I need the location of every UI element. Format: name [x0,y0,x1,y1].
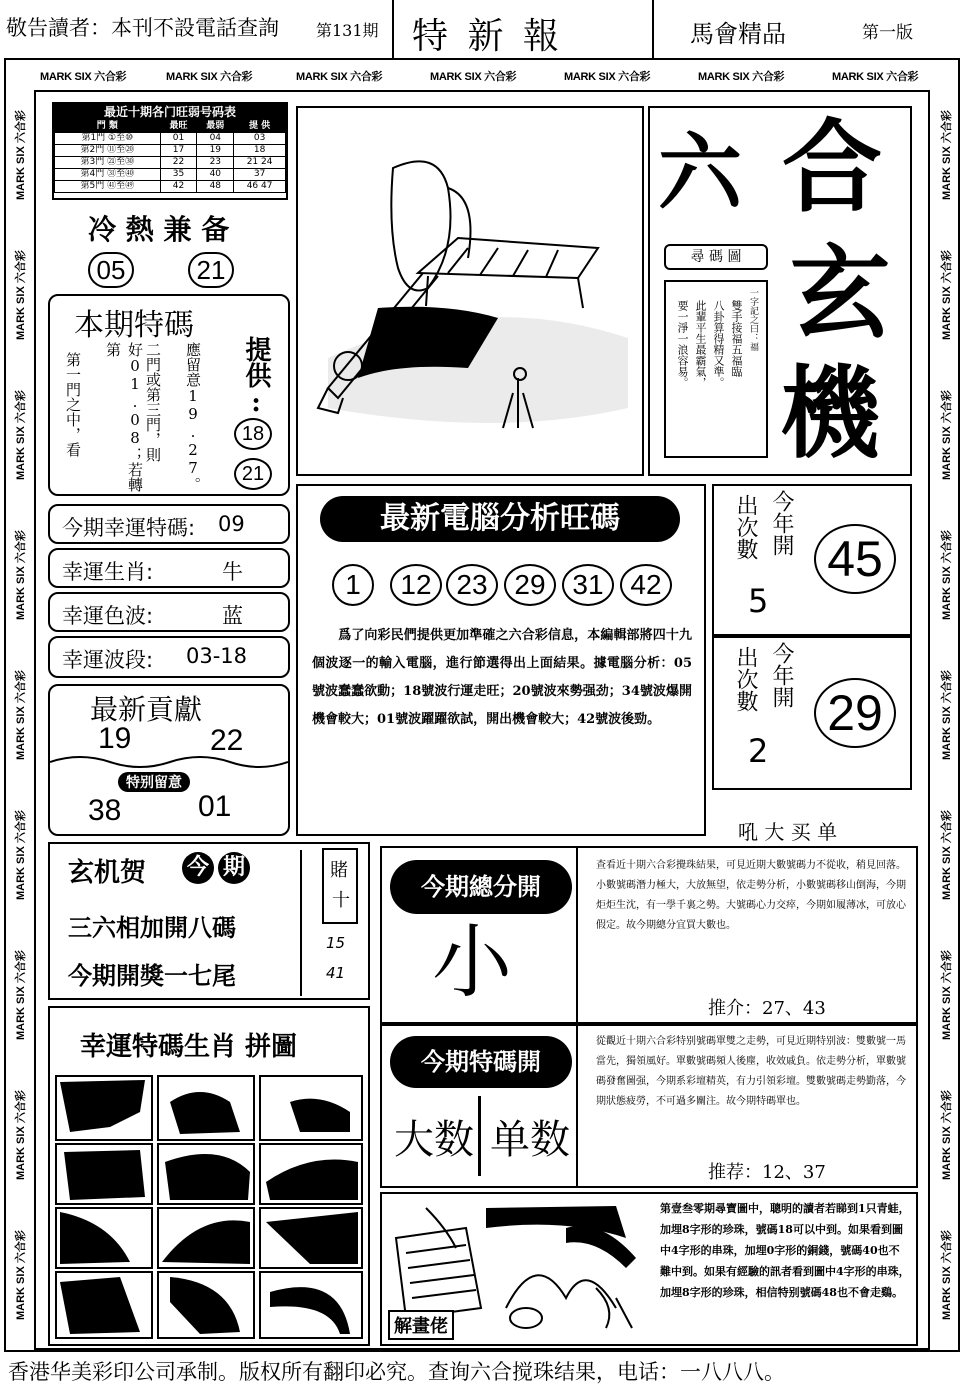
riddle-label: 解畫佬 [388,1310,454,1340]
brand-strip-top-5: MARK SIX 六合彩 [564,71,651,83]
brand-strip-left-6: MARK SIX 六合彩 [15,810,27,900]
year-stat-2-ball: 29 [814,678,896,748]
lead-header-cell: 最弱 [197,121,234,133]
lucky-range-value: 03-18 [186,644,248,668]
total-big: 小 [432,916,512,1009]
table-row [55,133,286,145]
lead-cell: 22 [160,157,197,169]
computer-box [296,484,706,836]
computer-ball-5: 31 [562,564,614,606]
brand-strip-top-2: MARK SIX 六合彩 [166,71,253,83]
xuanji-side-label: 賭 [330,860,348,881]
special-box [48,294,290,496]
special-open-pill: 今期特碼開 [390,1036,572,1088]
illustration-box [296,106,644,476]
scroll-col-2: 八卦算得精又準。 [712,300,725,388]
lead-cell: 19 [197,145,234,157]
year-stat-1 [712,484,912,636]
contribution-n4: 01 [198,790,232,823]
brand-strip-right-6: MARK SIX 六合彩 [941,810,953,900]
brand-strip-top-4: MARK SIX 六合彩 [430,71,517,83]
lead-cell: 21 24 [234,157,286,169]
xuanji-divider [300,850,302,996]
lead-cell: 第5門 ㊶至㊾ [55,181,161,193]
lead-table-title: 最近十期各门旺弱号码表 [54,104,286,120]
scroll-panel [664,280,768,458]
brand-char-3: 玄 [790,234,890,352]
cold-hot-title: 冷 熱 兼 备 [88,213,230,246]
scroll-col-4: 要一淨一浪容易。 [676,300,689,388]
brand-block [648,106,912,476]
year-stat-1-label-a: 出次數 [733,494,758,560]
table-row [55,145,286,157]
special-open-divider [576,1026,578,1186]
computer-ball-4: 29 [504,564,556,606]
contribution-n2: 22 [210,724,244,757]
lucky-special-value: 09 [218,512,245,536]
brand-strip-top-7: MARK SIX 六合彩 [832,71,919,83]
lucky-special-row [48,504,290,544]
year-stat-1-label-b: 今年開 [769,490,794,556]
total-corner: 吼 大 买 单 [738,820,838,844]
brand-strip-left-8: MARK SIX 六合彩 [15,1090,27,1180]
cold-hot-ball-2: 21 [188,252,234,288]
total-text: 查看近十期六合彩攪珠結果，可見近期大數號碼力不從收，稍見回落。小數號碼潛力極大，大放無望，依走勢分析，小數號碼移山倒海，今期炬炬生沈，有一學千裏之勢。大號碼心力交瘁，今期如履薄冰，可放心假定。故今期總分宜買大數也。 [596,860,906,931]
contribution-note: 特别留意 [118,772,190,792]
lead-cell: 17 [160,145,197,157]
lead-cell: 23 [197,157,234,169]
lead-table-box [52,102,288,200]
year-stat-2 [712,636,912,790]
xuanji-line-1: 三六相加開八碼 [68,913,236,942]
brand-char-2: 合 [782,108,882,226]
lead-cell: 第4門 ㉛至㊵ [55,169,161,181]
lead-header-cell: 提 供 [234,121,286,133]
brand-strip-top-3: MARK SIX 六合彩 [296,71,383,83]
total-box [380,846,918,1024]
brand-char-4: 機 [780,354,880,472]
lucky-zodiac-label: 幸運生肖: [62,560,154,584]
total-recommend: 推介：27、43 [708,998,826,1019]
brand-strip-left-1: MARK SIX 六合彩 [15,110,27,200]
contribution-n3: 38 [88,794,122,827]
special-ball-2: 21 [234,458,272,490]
computer-ball-2: 12 [390,564,442,606]
table-row [55,157,286,169]
special-col-1: 應留意19.27。 [184,342,202,492]
notice: 敬告讀者：本刊不設電話查詢 [6,16,279,40]
special-open-text: 從觀近十期六合彩特别號碼單雙之走勢，可見近期特别波：雙數號一馬當先，獨領風好。單數號碼頻人後塵，收效戚負。依走勢分析，單數號碼發奮圖强，今期系彩壇精英，有力引領彩壇。雙數號碼走勢勤落，今期狀態疲勞，不可過多關注。故今期特碼單也。 [596,1036,906,1107]
computer-title: 最新電腦分析旺碼 [320,496,680,542]
special-open-recommend: 推荐：12、37 [708,1162,826,1183]
lucky-range-label: 幸運波段: [62,648,154,672]
table-row [55,181,286,193]
year-stat-2-count: 2 [748,732,769,770]
lucky-color-value: 蓝 [222,604,243,628]
brand-strip-left-7: MARK SIX 六合彩 [15,950,27,1040]
footer: 香港华美彩印公司承制。版权所有翻印必究。查询六合搅珠结果，电话：一八八八。 [8,1360,785,1384]
year-stat-2-label-b: 今年開 [769,642,794,708]
lucky-zodiac-value: 牛 [222,560,243,584]
computer-ball-3: 23 [446,564,498,606]
wave-divider [50,752,288,772]
lucky-color-label: 幸運色波: [62,604,154,628]
lead-table [54,120,286,193]
lead-cell: 第1門 ①至⑩ [55,133,161,145]
xuanji-tag-1: 今 [182,852,214,884]
brand-strip-left-2: MARK SIX 六合彩 [15,250,27,340]
year-stat-1-count: 5 [748,582,769,620]
brand-strip-right-5: MARK SIX 六合彩 [941,670,953,760]
brand-strip-right-4: MARK SIX 六合彩 [941,530,953,620]
year-stat-1-ball: 45 [814,524,896,594]
lead-cell: 03 [234,133,286,145]
lead-header-cell: 最旺 [160,121,197,133]
squirrel-illustration [298,108,642,474]
riddle-text: 第壹叁零期尋寶圖中，聰明的讀者若睇到1只青蛙，加埋8字形的珍珠，號碼18可以中到。如果看到圖中4字形的串珠，加埋0字形的銅錢，號碼40也不難中到。如果有經驗的訊者看到圖中4字形的串珠，加埋8字形的珍珠，相信特别號碼48也不會走鷄。 [660,1202,910,1299]
issue-number: 第131期 [316,21,379,40]
edition: 第一版 [862,23,913,43]
lead-cell: 37 [234,169,286,181]
xuanji-title: 玄机贺 [68,858,147,888]
xuanji-tag-2: 期 [218,852,250,884]
lead-cell: 01 [160,133,197,145]
brand-strip-right-8: MARK SIX 六合彩 [941,1090,953,1180]
scroll-col-1: 雙手接福五福臨 [730,300,743,377]
page-title: 特 新 報 [412,16,563,57]
special-col-4: 第一門之中，看 [64,352,82,457]
cold-hot-ball-1: 05 [88,252,134,288]
brand-strip-right-7: MARK SIX 六合彩 [941,950,953,1040]
brand-strip-right-2: MARK SIX 六合彩 [941,250,953,340]
table-row [55,169,286,181]
xuanji-side-n1: 15 [326,934,346,952]
special-open-big-1: 大数 [394,1117,474,1163]
brand-char-1: 六 [658,123,743,222]
special-open-mid-line [478,1096,481,1176]
lead-header-cell: 門 類 [55,121,161,133]
brand-strip-left-5: MARK SIX 六合彩 [15,670,27,760]
year-stat-2-label-a: 出次數 [733,646,758,712]
lead-cell: 18 [234,145,286,157]
lead-cell: 40 [197,169,234,181]
scroll-head: 一字記之曰：福 [748,288,758,351]
puzzle-box [48,1006,370,1346]
special-open-box [380,1024,918,1188]
special-col-2: 二門或第三門，則 [144,342,162,462]
xuanji-side-plus: 十 [332,890,350,911]
lead-cell: 第3門 ㉑至㉚ [55,157,161,169]
lead-cell: 42 [160,181,197,193]
lead-cell: 04 [197,133,234,145]
brand-strip-top-6: MARK SIX 六合彩 [698,71,785,83]
brand-strip-left-3: MARK SIX 六合彩 [15,390,27,480]
lead-cell: 46 47 [234,181,286,193]
brand-strip-left-9: MARK SIX 六合彩 [15,1230,27,1320]
special-provide: 提供: [241,336,271,418]
header-bar [0,0,964,60]
contribution-n1: 19 [98,722,132,755]
title-frame [392,0,654,58]
brand-strip-left-4: MARK SIX 六合彩 [15,530,27,620]
xuanji-line-2: 今期開獎一七尾 [68,961,236,990]
brand-strip-right-1: MARK SIX 六合彩 [941,110,953,200]
brand-strip-right-9: MARK SIX 六合彩 [941,1230,953,1320]
special-ball-1: 18 [234,418,272,450]
puzzle-title: 幸運特碼生肖 拼圖 [80,1032,298,1062]
lucky-zodiac-row [48,548,290,588]
puzzle-grid [50,1072,368,1344]
scroll-col-3: 此輩平生最霸氣， [694,300,707,388]
lead-cell: 第2門 ⑪至⑳ [55,145,161,157]
computer-ball-1: 1 [332,564,374,606]
xuanji-side-n2: 41 [326,964,346,982]
brand-strip-top-1: MARK SIX 六合彩 [40,71,127,83]
lead-cell: 48 [197,181,234,193]
total-divider [576,848,578,1022]
special-open-big-2: 单数 [490,1117,570,1163]
computer-text: 爲了向彩民們提供更加準確之六合彩信息，本編輯部將四十九個波逐一的輸入電腦，進行節選得出上面結果。據電腦分析：05號波蠢蠢欲動；18號波行運走旺；20號波來勢强劲；34號波爆開機會較大；01號波躍躍欲試，開出機會較大；42號波後勁。 [312,628,692,727]
special-col-3: 好01.08；若轉第 [104,342,144,492]
lucky-color-row [48,592,290,632]
xuanji-box [48,842,370,1000]
computer-ball-6: 42 [620,564,672,606]
series-name: 馬會精品 [690,20,786,48]
riddle-box [380,1192,918,1346]
search-map-tag: 尋 碼 圖 [664,244,768,270]
contribution-title: 最新貢獻 [90,693,203,726]
total-pill: 今期總分開 [390,860,572,914]
contribution-box [48,684,290,836]
lucky-range-row [48,636,290,678]
lucky-special-label: 今期幸運特碼: [62,516,196,540]
special-title: 本期特碼 [74,308,194,343]
brand-strip-right-3: MARK SIX 六合彩 [941,390,953,480]
lead-cell: 35 [160,169,197,181]
